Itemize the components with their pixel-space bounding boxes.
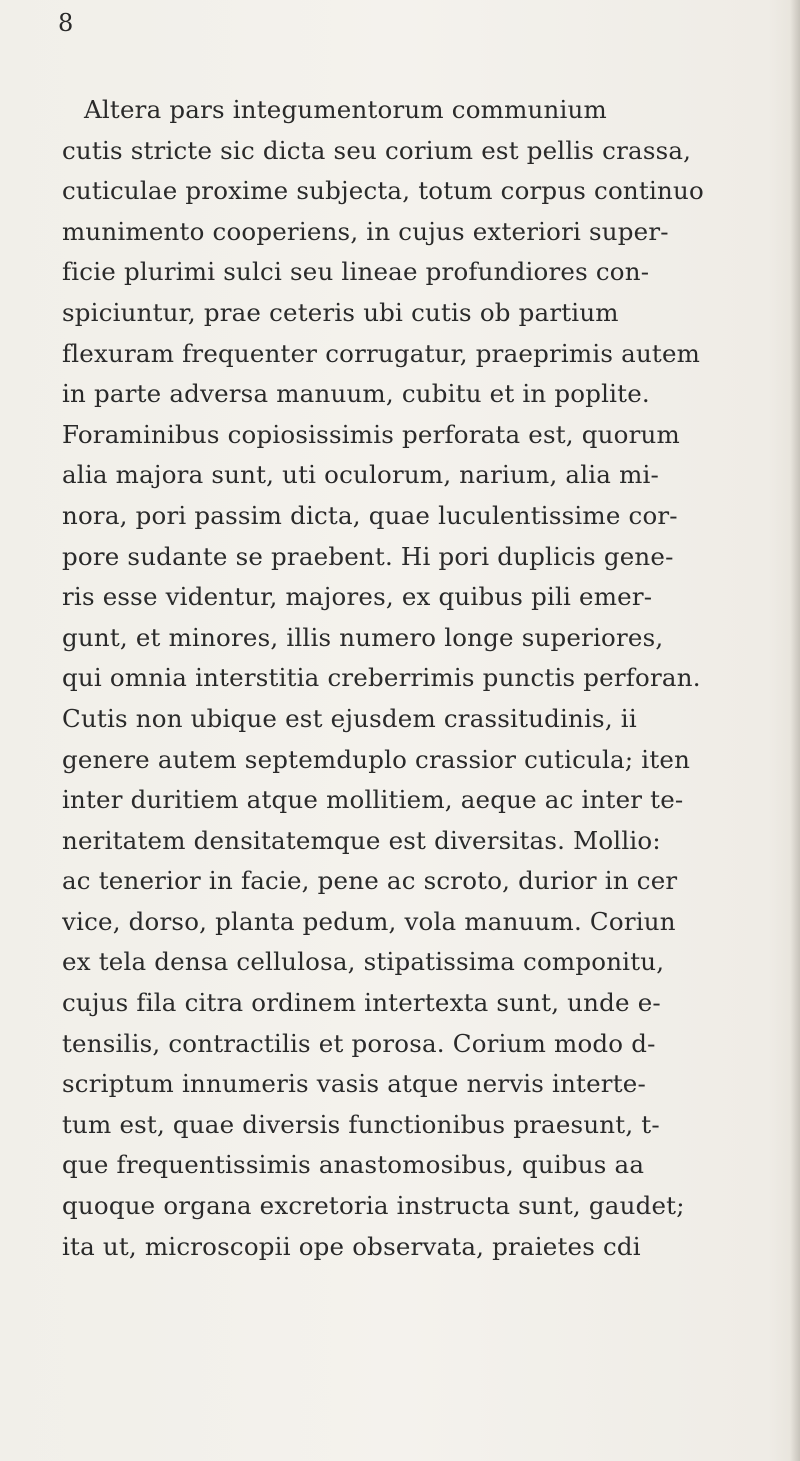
text-line: Cutis non ubique est ejusdem crassitudinis, ii xyxy=(62,703,637,733)
text-line: flexuram frequenter corrugatur, praeprimis autem xyxy=(62,338,701,368)
text-line: ex tela densa cellulosa, stipatissima componitu, xyxy=(62,947,665,977)
text-line: inter duritiem atque mollitiem, aeque ac inter te- xyxy=(62,785,684,815)
page-number: 8 xyxy=(58,9,75,37)
text-line: spiciuntur, prae ceteris ubi cutis ob partium xyxy=(62,297,619,327)
text-line: neritatem densitatemque est diversitas. Mollio: xyxy=(62,825,661,855)
text-line: cuticulae proxime subjecta, totum corpus continuo xyxy=(62,176,704,206)
text-line: tum est, quae diversis functionibus praesunt, t- xyxy=(62,1109,660,1139)
page-edge-shadow xyxy=(790,0,800,1461)
text-line: cutis stricte sic dicta seu corium est pellis crassa, xyxy=(62,135,692,165)
text-line: in parte adversa manuum, cubitu et in poplite. xyxy=(62,379,650,409)
text-line: ac tenerior in facie, pene ac scroto, durior in cer xyxy=(62,866,678,896)
text-line: quoque organa excretoria instructa sunt, gaudet; xyxy=(62,1191,685,1221)
body-text xyxy=(62,90,774,1267)
text-line: gunt, et minores, illis numero longe superiores, xyxy=(62,622,664,652)
text-line: ris esse videntur, majores, ex quibus pili emer- xyxy=(62,582,653,612)
text-line: scriptum innumeris vasis atque nervis interte- xyxy=(62,1069,646,1099)
text-line: pore sudante se praebent. Hi pori duplicis gene- xyxy=(62,541,674,571)
text-line: genere autem septemduplo crassior cuticula; iten xyxy=(62,744,691,774)
text-line: cujus fila citra ordinem intertexta sunt, unde e- xyxy=(62,988,661,1018)
text-line: ficie plurimi sulci seu lineae profundiores con- xyxy=(62,257,650,287)
text-line: munimento cooperiens, in cujus exteriori super- xyxy=(62,216,669,246)
text-line: Foraminibus copiosissimis perforata est, quorum xyxy=(62,419,680,449)
text-line: alia majora sunt, uti oculorum, narium, alia mi- xyxy=(62,460,660,490)
text-line: vice, dorso, planta pedum, vola manuum. Coriun xyxy=(62,906,676,936)
text-line: ita ut, microscopii ope observata, praietes cdi xyxy=(62,1231,641,1261)
text-line: qui omnia interstitia creberrimis punctis perforan. xyxy=(62,663,701,693)
text-line: Altera pars integumentorum communium xyxy=(84,95,607,124)
text-line: que frequentissimis anastomosibus, quibus aa xyxy=(62,1150,645,1180)
text-line: nora, pori passim dicta, quae luculentissime cor- xyxy=(62,500,678,530)
text-line: tensilis, contractilis et porosa. Corium modo d- xyxy=(62,1028,656,1058)
